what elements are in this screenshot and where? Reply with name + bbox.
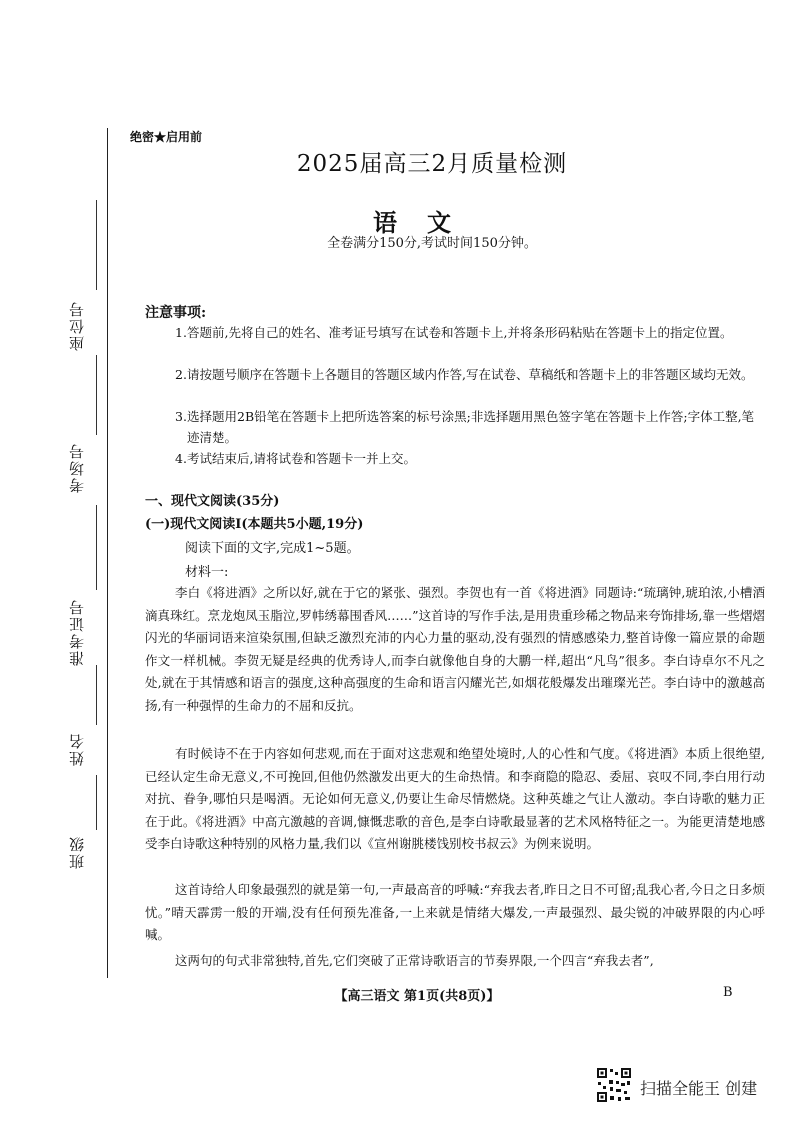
body-paragraph: 李白《将进酒》之所以好,就在于它的紧张、强烈。李贺也有一首《将进酒》同题诗:“琉璃钟,琥珀浓,小槽酒滴真珠红。烹龙炮凤玉脂泣,罗帏绣幕围香风……”这首诗的写作手法,是用贵重珍稀之物品来夸饰排场,靠一些熠熠闪光的华丽词语来渲染氛围,但缺乏激烈充沛的内心力量的驱动,没有强烈的情感感染力,整首诗像一篇应景的命题作文一样机械。李贺无疑是经典的优秀诗人,而李白就像他自身的大鹏一样,超出“凡鸟”很多。李白诗卓尔不凡之处,就在于其情感和语言的强度,这种高强度的生命和语言闪耀光芒,如烟花般爆发出璀璨光芒。李白诗中的激越高扬,有一种强悍的生命力的不屈和反抗。 — [145, 585, 765, 713]
notice-item — [175, 322, 762, 343]
qr-code-icon — [596, 1067, 632, 1103]
ticket-number-label: 准考证号 — [68, 598, 86, 666]
notice-item-text: 请按题号顺序在答题卡上各题目的答题区域内作答,写在试卷、草稿纸和答题卡上的非答题区域均无效。 — [187, 367, 754, 382]
page-footer: 【高三语文 第1页(共8页)】 — [334, 989, 500, 1004]
name-label: 姓名 — [68, 732, 86, 766]
exam-room-label: 考场号 — [68, 442, 86, 493]
notice-title: 注意事项: — [145, 305, 207, 321]
subject-title: 语文 — [373, 208, 481, 237]
body-paragraph: 有时候诗不在于内容如何悲观,而在于面对这悲观和绝望处境时,人的心性和气度。《将进酒》本质上很绝望,已经认定生命无意义,不可挽回,但他仍然激发出更大的生命热情。和李商隐的隐忍、委屈、哀叹不同,李白用行动对抗、眷争,哪怕只是喝酒。无论如何无意义,仍要让生命尽情燃烧。这种英雄之气让人激动。李白诗歌的魅力正在于此。《将进酒》中高亢激越的音调,慷慨悲歌的音色,是李白诗歌最显著的艺术风格特征之一。为能更清楚地感受李白诗歌这种特别的风格力量,我们以《宣州谢朓楼饯别校书叔云》为例来说明。 — [145, 746, 765, 852]
score-info: 全卷满分150分,考试时间150分钟。 — [327, 236, 537, 251]
section-title: 一、现代文阅读(35分) — [145, 494, 280, 509]
notice-item — [175, 448, 762, 469]
exam-title: 2025届高三2月质量检测 — [296, 151, 568, 177]
reading-instruction: 阅读下面的文字,完成1~5题。 — [185, 541, 360, 556]
class-fill-line — [96, 775, 97, 830]
seat-number-label: 座位号 — [68, 300, 86, 351]
notice-item-number: 2. — [175, 367, 187, 382]
scanner-watermark: 扫描全能王 创建 — [640, 1079, 758, 1098]
paper-version: B — [723, 985, 733, 1000]
confidential-mark: 绝密★启用前 — [130, 130, 203, 144]
notice-item-text: 选择题用2B铅笔在答题卡上把所选答案的标号涂黑;非选择题用黑色签字笔在答题卡上作答;字体工整,笔迹清楚。 — [187, 409, 755, 445]
material-label: 材料一: — [185, 565, 229, 580]
ticket-fill-line — [96, 505, 97, 590]
notice-item-text: 答题前,先将自己的姓名、准考证号填写在试卷和答题卡上,并将条形码粘贴在答题卡上的指定位置。 — [187, 325, 733, 340]
name-fill-line — [96, 665, 97, 725]
notice-item — [175, 364, 762, 385]
notice-item-text: 考试结束后,请将试卷和答题卡一并上交。 — [187, 451, 416, 466]
binding-line — [107, 128, 108, 978]
room-fill-line — [96, 355, 97, 435]
subsection-title: (一)现代文阅读Ⅰ(本题共5小题,19分) — [145, 517, 364, 532]
body-paragraph: 这首诗给人印象最强烈的就是第一句,一声最高音的呼喊:“弃我去者,昨日之日不可留;乱我心者,今日之日多烦忧。”晴天霹雳一般的开端,没有任何预先准备,一上来就是情绪大爆发,一声最强烈、最尖锐的冲破界限的内心呼喊。 — [145, 882, 765, 943]
class-label: 班级 — [68, 835, 86, 869]
notice-item-number: 4. — [175, 451, 187, 466]
notice-item — [175, 406, 762, 448]
body-paragraph: 这两句的句式非常独特,首先,它们突破了正常诗歌语言的节奏界限,一个四言“弃我去者”, — [175, 953, 654, 968]
notice-item-number: 1. — [175, 325, 187, 340]
notice-item-number: 3. — [175, 409, 187, 424]
